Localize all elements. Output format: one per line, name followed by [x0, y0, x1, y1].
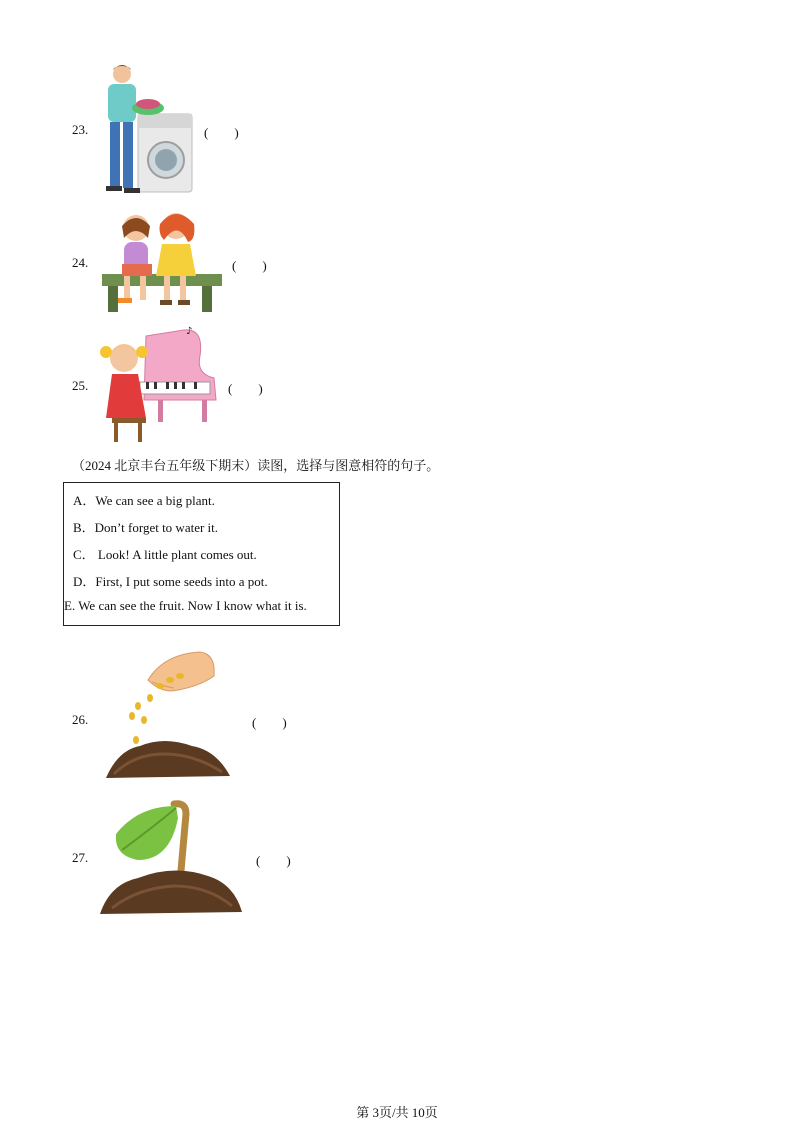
option-a: A．We can see a big plant. — [73, 493, 215, 508]
option-d: D．First, I put some seeds into a pot. — [73, 574, 268, 589]
hand-sowing-seeds-illustration — [104, 650, 234, 782]
question-26-number: 26. — [72, 712, 89, 727]
option-c: C． Look! A little plant comes out. — [73, 547, 257, 562]
answer-blank-25[interactable]: ( ) — [228, 381, 263, 396]
option-b: B．Don’t forget to water it. — [73, 520, 219, 535]
option-e: E. We can see the fruit. Now I know what it is. — [64, 598, 307, 613]
answer-blank-26[interactable]: ( ) — [252, 715, 287, 730]
answer-blank-23[interactable]: ( ) — [204, 125, 239, 140]
section-instruction: （2024 北京丰台五年级下期末）读图，选择与图意相符的句子。 — [72, 458, 440, 473]
options-box — [63, 482, 340, 626]
svg-text:♪: ♪ — [186, 326, 193, 337]
answer-blank-27[interactable]: ( ) — [256, 853, 291, 868]
question-27-number: 27. — [72, 850, 89, 865]
girl-playing-piano-illustration — [100, 326, 220, 444]
question-25-number: 25. — [72, 378, 89, 393]
page-footer: 第 3页/共 10页 — [356, 1105, 438, 1120]
question-23-number: 23. — [72, 122, 89, 137]
sprout-in-soil-illustration — [98, 798, 244, 918]
girls-eating-on-bench-illustration — [98, 208, 226, 316]
answer-blank-24[interactable]: ( ) — [232, 258, 267, 273]
man-washing-machine-illustration — [100, 62, 196, 196]
question-24-number: 24. — [72, 255, 89, 270]
